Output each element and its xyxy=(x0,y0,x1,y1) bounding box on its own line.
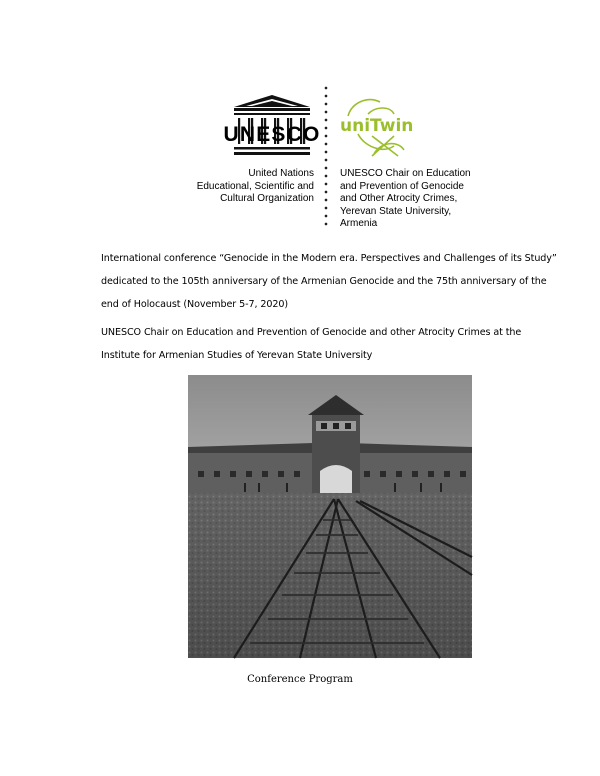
unesco-caption: United Nations Educational, Scientific and Cultural Organization xyxy=(196,168,314,204)
unitwin-caption: UNESCO Chair on Education and Prevention of Genocide and Other Atrocity Crimes, Yerevan State University, Armenia xyxy=(340,168,471,229)
unitwin-wordmark: uniTwin xyxy=(340,116,414,136)
photo-caption: Conference Program xyxy=(247,674,353,685)
conference-intro: International conference “Genocide in the Modern era. Perspectives and Challenges of its Study” dedicated to the 105th anniversary of the Armenian Genocide and the 75th anniversary of the end of Holocaust (November 5-7, 2020) xyxy=(101,253,557,310)
organizer-line: UNESCO Chair on Education and Prevention of Genocide and other Atrocity Crimes at the Institute for Armenian Studies of Yerevan State University xyxy=(101,327,522,361)
unesco-wordmark: UNESCO xyxy=(223,123,321,146)
unesco-logo xyxy=(223,94,321,158)
railway-gate-photo xyxy=(188,375,472,658)
logo-header xyxy=(186,82,486,232)
unitwin-logo xyxy=(338,94,416,164)
logo-divider xyxy=(324,84,328,230)
